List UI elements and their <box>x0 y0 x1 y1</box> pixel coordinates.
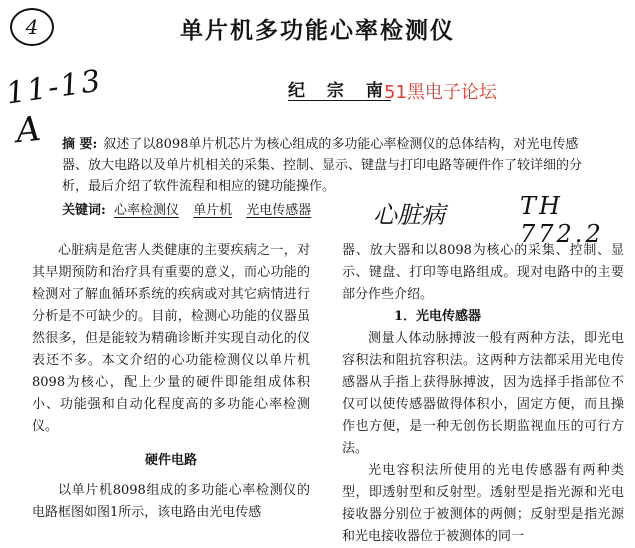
keywords <box>62 199 321 218</box>
handwritten-keyword-note: 心脏病 <box>373 201 445 229</box>
watermark-text: 51黑电子论坛 <box>384 82 497 103</box>
circled-number-text: 4 <box>25 15 39 39</box>
sensor-paragraph-1: 测量人体动脉搏波一般有两种方法，即光电容积法和阻抗容积法。这两种方法都采用光电传感器从手指上获得脉搏波，因为选择手指部位不仅可以使传感器做得体积小，固定方便，而且操作也方便，是一种无创伤长期监视血压的可行方法。 <box>342 331 624 456</box>
keyword-item: 单片机 <box>193 203 233 218</box>
left-column <box>32 240 310 524</box>
subsection-heading: 1．光电传感器 <box>394 309 482 324</box>
handwritten-class-number: TH 772.2 <box>520 192 604 248</box>
section-heading: 硬件电路 <box>144 453 197 468</box>
abstract-text: 叙述了以8098单片机芯片为核心组成的多功能心率检测仪的总体结构，对光电传感器、放大电路以及单片机相关的采集、控制、显示、键盘与打印电路等硬件作了较详细的分析，最后介绍了软件流程和相应的键功能操作。 <box>62 137 583 194</box>
keyword-item: 光电传感器 <box>246 203 312 218</box>
author-name: 纪 宗 南 <box>288 81 391 101</box>
handwritten-grade: A <box>13 108 43 152</box>
keywords-label: 关键词: <box>62 203 106 218</box>
keyword-item: 心率检测仪 <box>113 203 179 218</box>
intro-paragraph: 心脏病是危害人类健康的主要疾病之一，对其早期预防和治疗具有重要的意义，而心功能的检测对了解血循环系统的疾病或对其它病情进行分析是不可缺少的。目前，检测心功能的仪器虽然很多，但是能较为精确诊断并实现自动化的仪表还不多。本文介绍的心功能检测仪以单片机8098为核心，配上少量的硬件即能组成体积小、功能强和自动化程度高的多功能心率检测仪。 <box>32 243 310 434</box>
handwritten-date: 11-13 <box>4 63 105 112</box>
abstract-label: 摘 要: <box>62 137 98 152</box>
hardware-paragraph: 以单片机8098组成的多功能心率检测仪的电路框图如图1所示，该电路由光电传感 <box>32 483 310 520</box>
right-column <box>342 240 624 548</box>
sensor-paragraph-2: 光电容积法所使用的光电传感器有两种类型，即透射型和反射型。透射型是指光源和光电接收器分别位于被测体的两侧；反射型是指光源和光电接收器位于被测体的同一 <box>342 463 624 544</box>
abstract <box>62 134 602 197</box>
continuation-paragraph: 器、放大器和以8098为核心的采集、控制、显示、键盘、打印等电路组成。现对电路中的主要部分作些介绍。 <box>342 243 624 302</box>
paper-title: 单片机多功能心率检测仪 <box>180 17 455 44</box>
